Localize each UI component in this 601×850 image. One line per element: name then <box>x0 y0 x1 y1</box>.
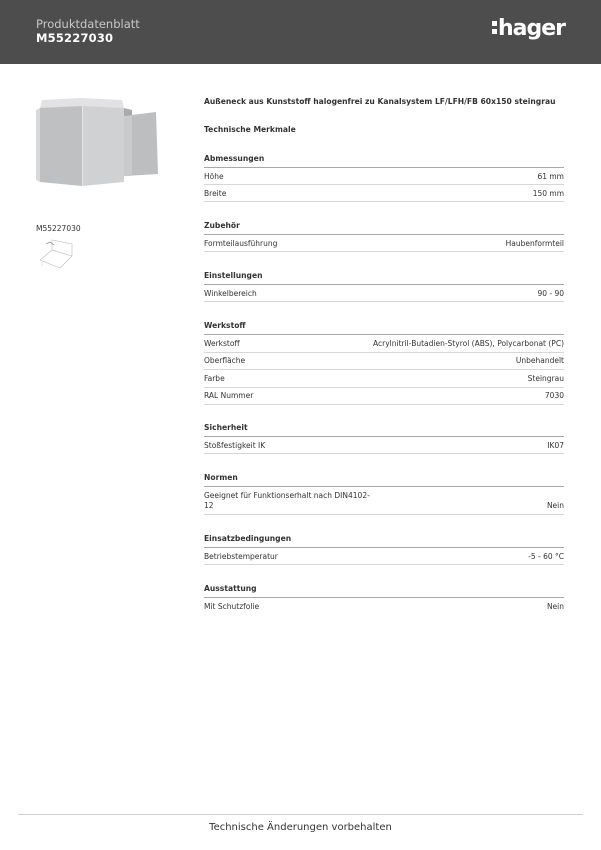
spec-row <box>204 598 564 615</box>
logo-wordmark: hager <box>498 16 566 41</box>
footer-note: Technische Änderungen vorbehalten <box>209 822 392 833</box>
spec-label: Höhe <box>204 171 224 181</box>
spec-value: Nein <box>546 602 564 611</box>
spec-row <box>204 487 564 515</box>
spec-value: 61 mm <box>537 171 564 181</box>
spec-value: IK07 <box>547 440 564 450</box>
spec-value: 7030 <box>544 391 564 401</box>
spec-label: Oberfläche <box>204 356 246 366</box>
section-heading: Werkstoff <box>204 321 564 335</box>
spec-row <box>204 370 564 388</box>
document-type: Produktdatenblatt <box>36 17 140 31</box>
spec-row <box>204 235 564 252</box>
section-heading: Abmessungen <box>204 154 564 168</box>
spec-section-ausstattung <box>204 584 564 615</box>
spec-label: Werkstoff <box>204 338 240 348</box>
spec-label: Formteilausführung <box>204 238 278 248</box>
spec-row <box>204 335 564 353</box>
product-image <box>36 96 162 188</box>
spec-label: Betriebstemperatur <box>204 551 278 561</box>
spec-section-werkstoff <box>204 321 564 405</box>
spec-row <box>204 353 564 371</box>
spec-label: Mit Schutzfolie <box>204 602 260 611</box>
spec-label: Winkelbereich <box>204 288 257 298</box>
section-heading: Normen <box>204 473 564 487</box>
product-drawing-thumbnail <box>36 236 76 270</box>
spec-section-abmessungen <box>204 154 564 202</box>
section-heading: Einstellungen <box>204 271 564 285</box>
spec-value: 150 mm <box>532 188 564 198</box>
footer-divider <box>18 814 583 815</box>
spec-row <box>204 437 564 454</box>
spec-row <box>204 168 564 185</box>
spec-value: 90 - 90 <box>537 288 564 298</box>
spec-row <box>204 548 564 565</box>
spec-section-normen <box>204 473 564 515</box>
section-label-technical: Technische Merkmale <box>204 125 296 134</box>
section-heading: Einsatzbedingungen <box>204 534 564 548</box>
spec-value: Steingrau <box>527 373 564 383</box>
spec-row <box>204 185 564 202</box>
product-title: Außeneck aus Kunststoff halogenfrei zu Kanalsystem LF/LFH/FB 60x150 steingrau <box>204 97 556 106</box>
thumbnail-label: M55227030 <box>36 224 81 233</box>
section-heading: Zubehör <box>204 221 564 235</box>
spec-row <box>204 285 564 302</box>
spec-value: Nein <box>546 501 564 510</box>
spec-label: Stoßfestigkeit IK <box>204 440 266 450</box>
spec-label: RAL Nummer <box>204 391 254 401</box>
spec-value: Unbehandelt <box>515 356 564 366</box>
spec-value: Haubenformteil <box>505 238 564 248</box>
spec-section-einsatzbedingungen <box>204 534 564 565</box>
spec-label: Farbe <box>204 373 225 383</box>
spec-label: Breite <box>204 188 227 198</box>
section-heading: Sicherheit <box>204 423 564 437</box>
spec-section-zubehoer <box>204 221 564 252</box>
spec-section-einstellungen <box>204 271 564 302</box>
spec-row <box>204 388 564 406</box>
spec-label: Geeignet für Funktionserhalt nach DIN4102-12 <box>204 491 370 510</box>
spec-value: Acrylnitril-Butadien-Styrol (ABS), Polycarbonat (PC) <box>373 338 564 348</box>
section-heading: Ausstattung <box>204 584 564 598</box>
header-bar <box>0 0 601 64</box>
document-number: M55227030 <box>36 31 114 45</box>
spec-value: -5 - 60 °C <box>528 551 564 561</box>
datasheet-content <box>204 96 564 615</box>
spec-section-sicherheit <box>204 423 564 454</box>
